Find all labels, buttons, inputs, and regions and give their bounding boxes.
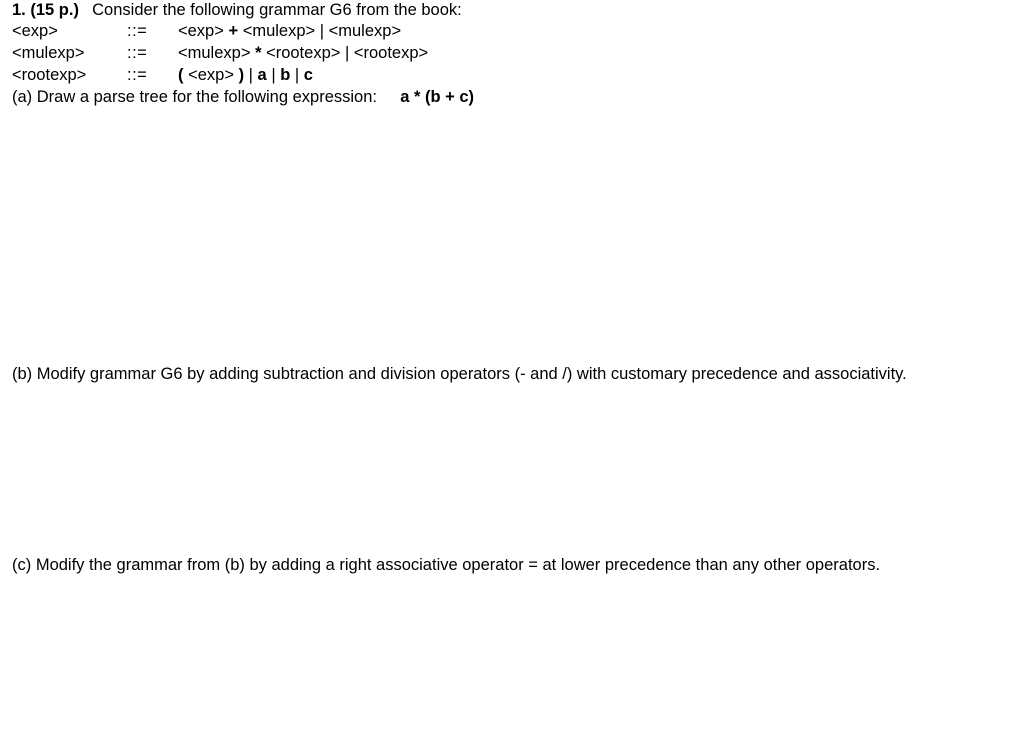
part-c-question (12, 555, 880, 575)
multiply-operator: * (255, 44, 262, 62)
problem-header (12, 0, 462, 20)
grammar-def-symbol: ::= (127, 22, 148, 40)
plus-operator: + (228, 22, 239, 40)
problem-points: (15 p.) (30, 1, 79, 19)
problem-number: 1. (12, 1, 26, 19)
grammar-rhs: <mulexp> * <rootexp> | <rootexp> (178, 44, 429, 62)
grammar-lhs: <rootexp> (12, 66, 87, 84)
grammar-rhs: <exp> + <mulexp> | <mulexp> (178, 22, 402, 40)
part-b-question (12, 364, 907, 384)
grammar-def-symbol: ::= (127, 44, 148, 62)
grammar-lhs: <mulexp> (12, 44, 85, 62)
part-c-text: (c) Modify the grammar from (b) by adding a right associative operator = at lower precedence than any other operators. (12, 556, 881, 574)
grammar-rhs: ( <exp> ) | a | b | c (178, 66, 313, 84)
grammar-def-symbol: ::= (127, 66, 148, 84)
part-a-text: (a) Draw a parse tree for the following expression: (12, 88, 377, 106)
problem-intro: Consider the following grammar G6 from the book: (92, 1, 462, 19)
part-a-question (12, 87, 474, 107)
part-a-expression: a * (b + c) (400, 88, 475, 106)
part-b-text: (b) Modify grammar G6 by adding subtraction and division operators (- and /) with customary precedence and associativity. (12, 365, 907, 383)
grammar-lhs: <exp> (12, 22, 58, 40)
